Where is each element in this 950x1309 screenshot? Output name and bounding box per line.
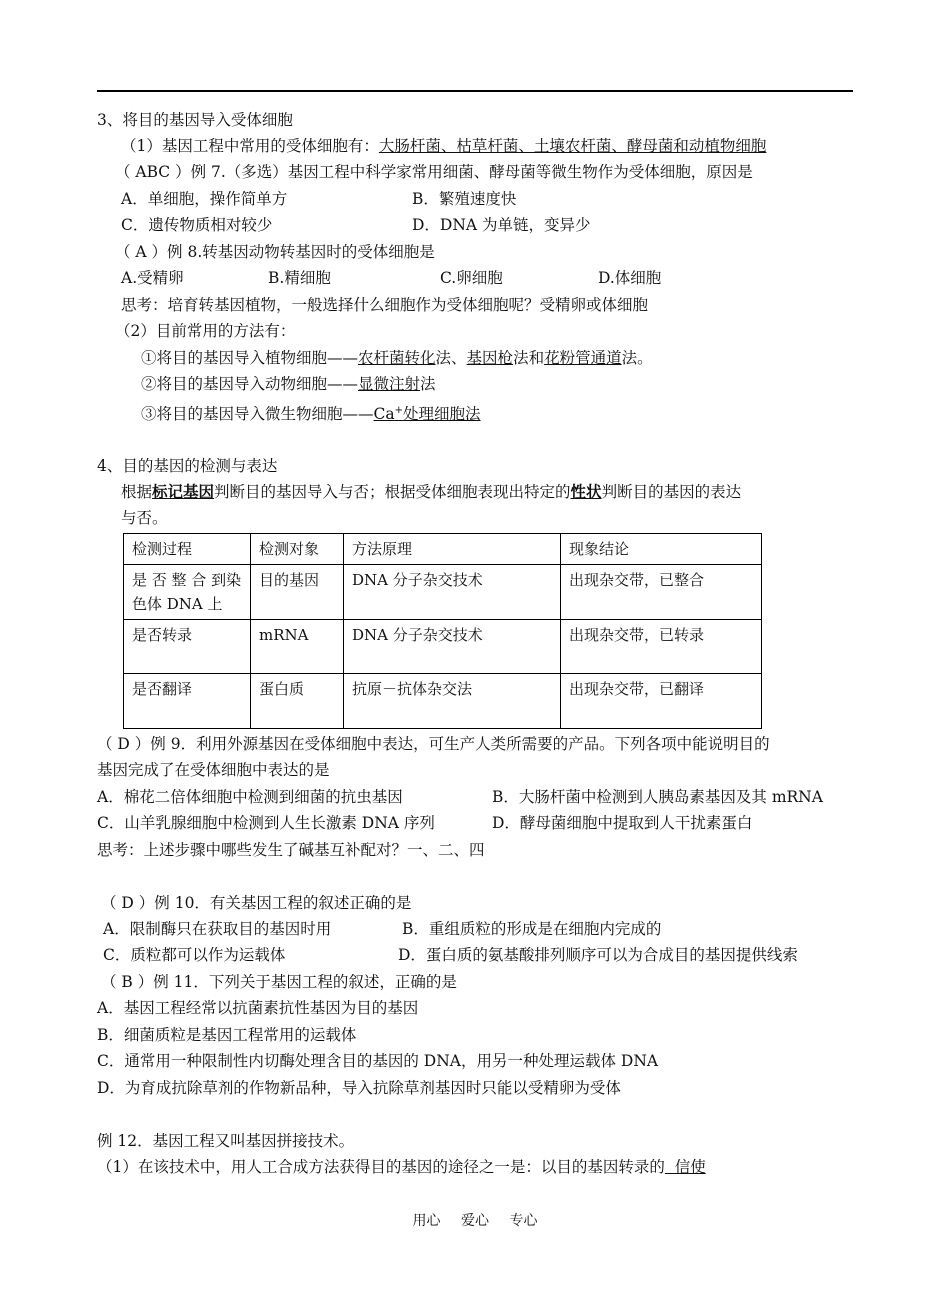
method-animal-text: 法: [420, 375, 436, 393]
table-header-cell: 方法原理: [344, 534, 561, 565]
example-9-option-d: D．酵母菌细胞中提取到人干扰素蛋白: [492, 814, 753, 832]
example-10-option-b: B．重组质粒的形成是在细胞内完成的: [402, 920, 662, 938]
example-11-option-b: B．细菌质粒是基因工程常用的运载体: [97, 1026, 357, 1044]
table-cell: 是否翻译: [124, 674, 251, 729]
section-3-title: 3、将目的基因导入受体细胞: [97, 111, 293, 129]
page-footer: [0, 1210, 950, 1230]
example-8-option-b: B.精细胞: [268, 269, 331, 287]
method-plant: [141, 348, 653, 368]
section-4-intro-line-1: [121, 482, 741, 502]
example-8-option-c: C.卵细胞: [440, 269, 503, 287]
p1-text: （1）基因工程中常用的受体细胞有：: [121, 137, 379, 155]
intro-text-2: 判断目的基因导入与否；根据受体细胞表现出特定的: [214, 483, 571, 501]
method-plant-prefix: ①将目的基因导入植物细胞——: [141, 349, 359, 367]
table-cell: 抗原－抗体杂交法: [344, 674, 561, 729]
detection-table: [123, 533, 762, 729]
example-9-option-b: B．大肠杆菌中检测到人胰岛素基因及其 mRNA: [492, 788, 823, 806]
example-7-option-b: B．繁殖速度快: [412, 190, 517, 208]
method-plant-answer-1: 农杆菌转化: [358, 349, 436, 367]
method-microbe-answer: [374, 405, 481, 423]
table-cell: 蛋白质: [251, 674, 344, 729]
footer-word-3: 专心: [509, 1213, 538, 1229]
table-cell: 出现杂交带，已整合: [561, 565, 762, 620]
method-animal-answer: 显微注射: [358, 375, 421, 393]
example-7-option-c: C．遗传物质相对较少: [121, 216, 273, 234]
example-9-option-c: C．山羊乳腺细胞中检测到人生长激素 DNA 序列: [97, 814, 435, 832]
table-cell: 目的基因: [251, 565, 344, 620]
table-header-row: [124, 534, 762, 565]
think-receptor: 思考：培育转基因植物，一般选择什么细胞作为受体细胞呢？受精卵或体细胞: [121, 296, 649, 314]
intro-text-3: 判断目的基因的表达: [601, 483, 742, 501]
method-plant-answer-3: 花粉管通道: [544, 349, 622, 367]
table-row: [124, 565, 762, 620]
method-microbe: [141, 401, 481, 424]
method-microbe-answer-text: 处理细胞法: [403, 405, 481, 424]
table-cell: 出现杂交带，已转录: [561, 620, 762, 674]
example-9-stem-line-1: （ D ）例 9．利用外源基因在受体细胞中表达，可生产人类所需要的产品。下列各项中能说明目的: [97, 735, 770, 753]
table-cell: DNA 分子杂交技术: [344, 565, 561, 620]
table-cell: DNA 分子杂交技术: [344, 620, 561, 674]
example-12-q1: [97, 1157, 706, 1177]
calcium-symbol: Ca: [373, 405, 395, 424]
example-12-title: 例 12．基因工程又叫基因拼接技术。: [97, 1132, 355, 1150]
footer-word-1: 用心: [412, 1213, 441, 1229]
example-9-option-a: A．棉花二倍体细胞中检测到细菌的抗虫基因: [97, 788, 403, 806]
method-plant-answer-2: 基因枪: [466, 349, 514, 367]
section-3-p1: [121, 136, 766, 156]
example-10-option-d: D．蛋白质的氨基酸排列顺序可以为合成目的基因提供线索: [398, 946, 798, 964]
example-11-stem: （ B ）例 11．下列关于基因工程的叙述，正确的是: [101, 973, 457, 991]
calcium-charge: +: [394, 405, 404, 416]
receptor-cells-answer: 大肠杆菌、枯草杆菌、土壤农杆菌、酵母菌和动植物细胞: [378, 137, 767, 155]
table-cell: 是 否 整 合 到染色体 DNA 上: [124, 565, 251, 620]
example-12-q1-answer: 信使: [664, 1158, 706, 1176]
section-4-title: 4、目的基因的检测与表达: [97, 457, 278, 475]
example-10-option-c: C．质粒都可以作为运载体: [103, 946, 286, 964]
table-row: [124, 674, 762, 729]
method-plant-text-2: 法和: [513, 349, 545, 367]
marker-gene-keyword: 标记基因: [152, 482, 215, 501]
example-7-stem: （ ABC ）例 7.（多选）基因工程中科学家常用细菌、酵母菌等微生物作为受体细胞，原因是: [115, 163, 753, 181]
think-base-pairing: 思考：上述步骤中哪些发生了碱基互补配对？一、二、四: [97, 841, 485, 859]
example-10-stem: （ D ）例 10．有关基因工程的叙述正确的是: [101, 894, 412, 912]
table-cell: mRNA: [251, 620, 344, 674]
method-plant-text-3: 法。: [621, 349, 653, 367]
example-9-stem-line-2: 基因完成了在受体细胞中表达的是: [97, 761, 330, 779]
method-microbe-prefix: ③将目的基因导入微生物细胞——: [141, 405, 374, 424]
example-11-option-d: D．为育成抗除草剂的作物新品种，导入抗除草剂基因时只能以受精卵为受体: [97, 1079, 621, 1097]
intro-text-1: 根据: [121, 483, 153, 501]
section-4-intro-line-2: 与否。: [121, 509, 168, 527]
method-plant-text-1: 法、: [435, 349, 467, 367]
table-cell: 出现杂交带，已翻译: [561, 674, 762, 729]
method-animal: [141, 374, 436, 394]
trait-keyword: 性状: [570, 482, 602, 501]
example-8-option-d: D.体细胞: [598, 269, 662, 287]
example-10-option-a: A．限制酶只在获取目的基因时用: [103, 920, 332, 938]
section-3-p2: （2）目前常用的方法有：: [115, 322, 296, 340]
example-11-option-a: A．基因工程经常以抗菌素抗性基因为目的基因: [97, 999, 419, 1017]
example-7-option-d: D．DNA 为单链，变异少: [412, 216, 591, 234]
table-row: [124, 620, 762, 674]
example-11-option-c: C．通常用一种限制性内切酶处理含目的基因的 DNA，用另一种处理运载体 DNA: [97, 1052, 659, 1070]
method-animal-prefix: ②将目的基因导入动物细胞——: [141, 375, 359, 393]
table-cell: 是否转录: [124, 620, 251, 674]
example-12-q1-text: （1）在该技术中，用人工合成方法获得目的基因的途径之一是：以目的基因转录的: [97, 1158, 665, 1176]
table-header-cell: 检测对象: [251, 534, 344, 565]
table-header-cell: 检测过程: [124, 534, 251, 565]
header-rule: [97, 90, 853, 92]
example-8-option-a: A.受精卵: [121, 269, 184, 287]
example-7-option-a: A．单细胞，操作简单方: [121, 190, 288, 208]
example-8-stem: （ A ）例 8.转基因动物转基因时的受体细胞是: [115, 243, 435, 261]
table-header-cell: 现象结论: [561, 534, 762, 565]
footer-word-2: 爱心: [461, 1213, 489, 1229]
